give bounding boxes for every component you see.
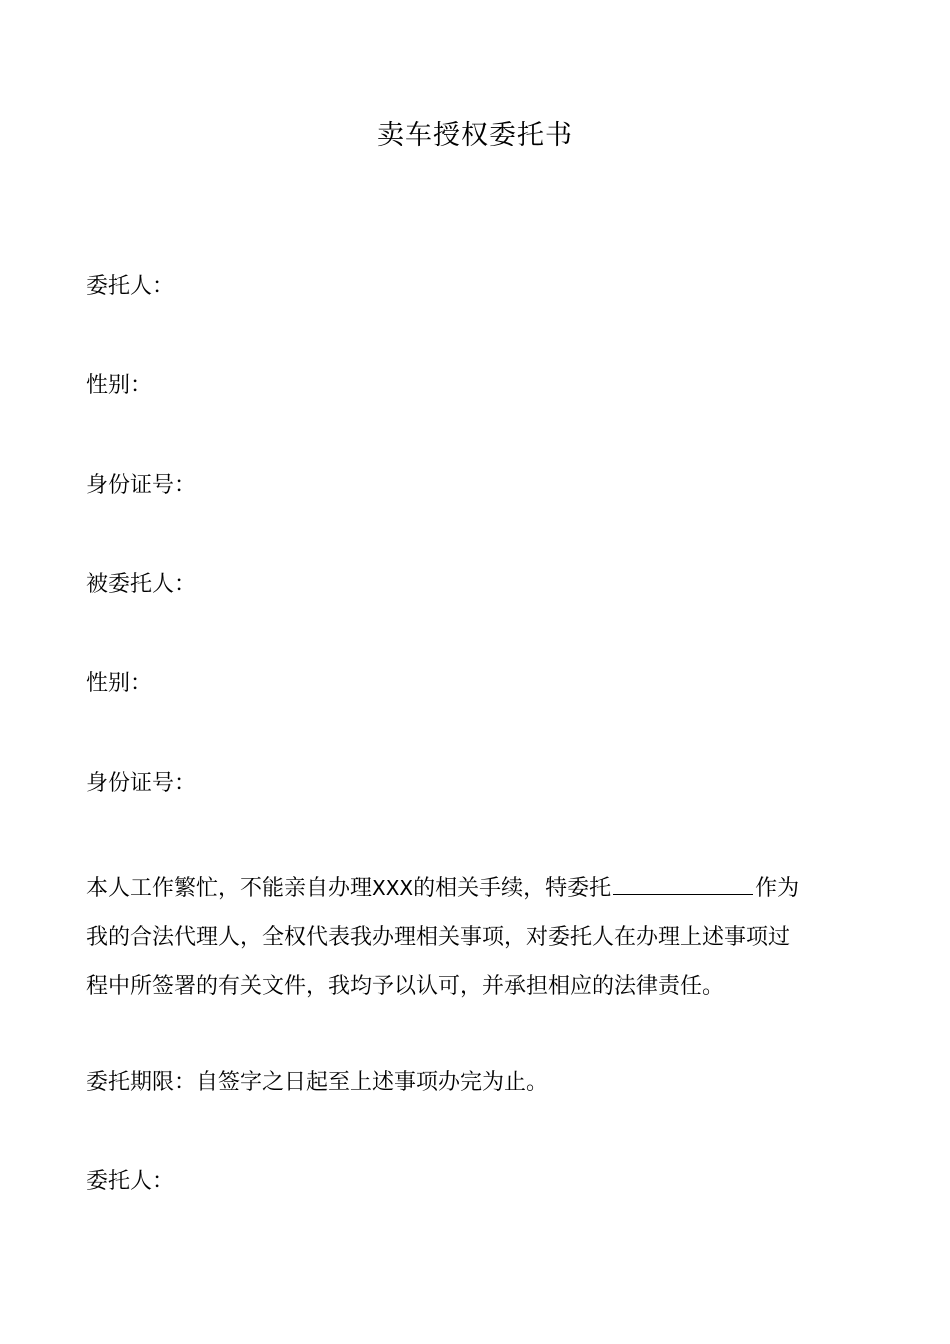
paragraph-text: 本人工作繁忙，不能亲自办理 — [86, 876, 373, 901]
principal-gender-label: 性别： — [86, 373, 153, 398]
principal-id-label: 身份证号： — [86, 473, 197, 498]
agent-id-label: 身份证号： — [86, 771, 197, 796]
paragraph-line-3: 程中所签署的有关文件，我均予以认可，并承担相应的法律责任。 — [86, 974, 725, 999]
principal-label: 委托人： — [86, 274, 175, 299]
paragraph-text: 作为 — [755, 876, 800, 901]
signature-label: 委托人： — [86, 1169, 175, 1194]
agent-gender-label: 性别： — [86, 671, 153, 696]
term-statement: 委托期限：自签字之日起至上述事项办完为止。 — [86, 1070, 549, 1095]
paragraph-line-2: 我的合法代理人，全权代表我办理相关事项，对委托人在办理上述事项过 — [86, 925, 791, 950]
authorization-paragraph — [86, 864, 866, 1011]
paragraph-text: 的相关手续，特委托 — [413, 876, 612, 901]
paragraph-line-1 — [86, 864, 866, 913]
agent-name-blank — [613, 872, 753, 895]
agent-label: 被委托人： — [86, 572, 197, 597]
placeholder-text: XXX — [372, 876, 414, 900]
document-title: 卖车授权委托书 — [377, 120, 573, 151]
